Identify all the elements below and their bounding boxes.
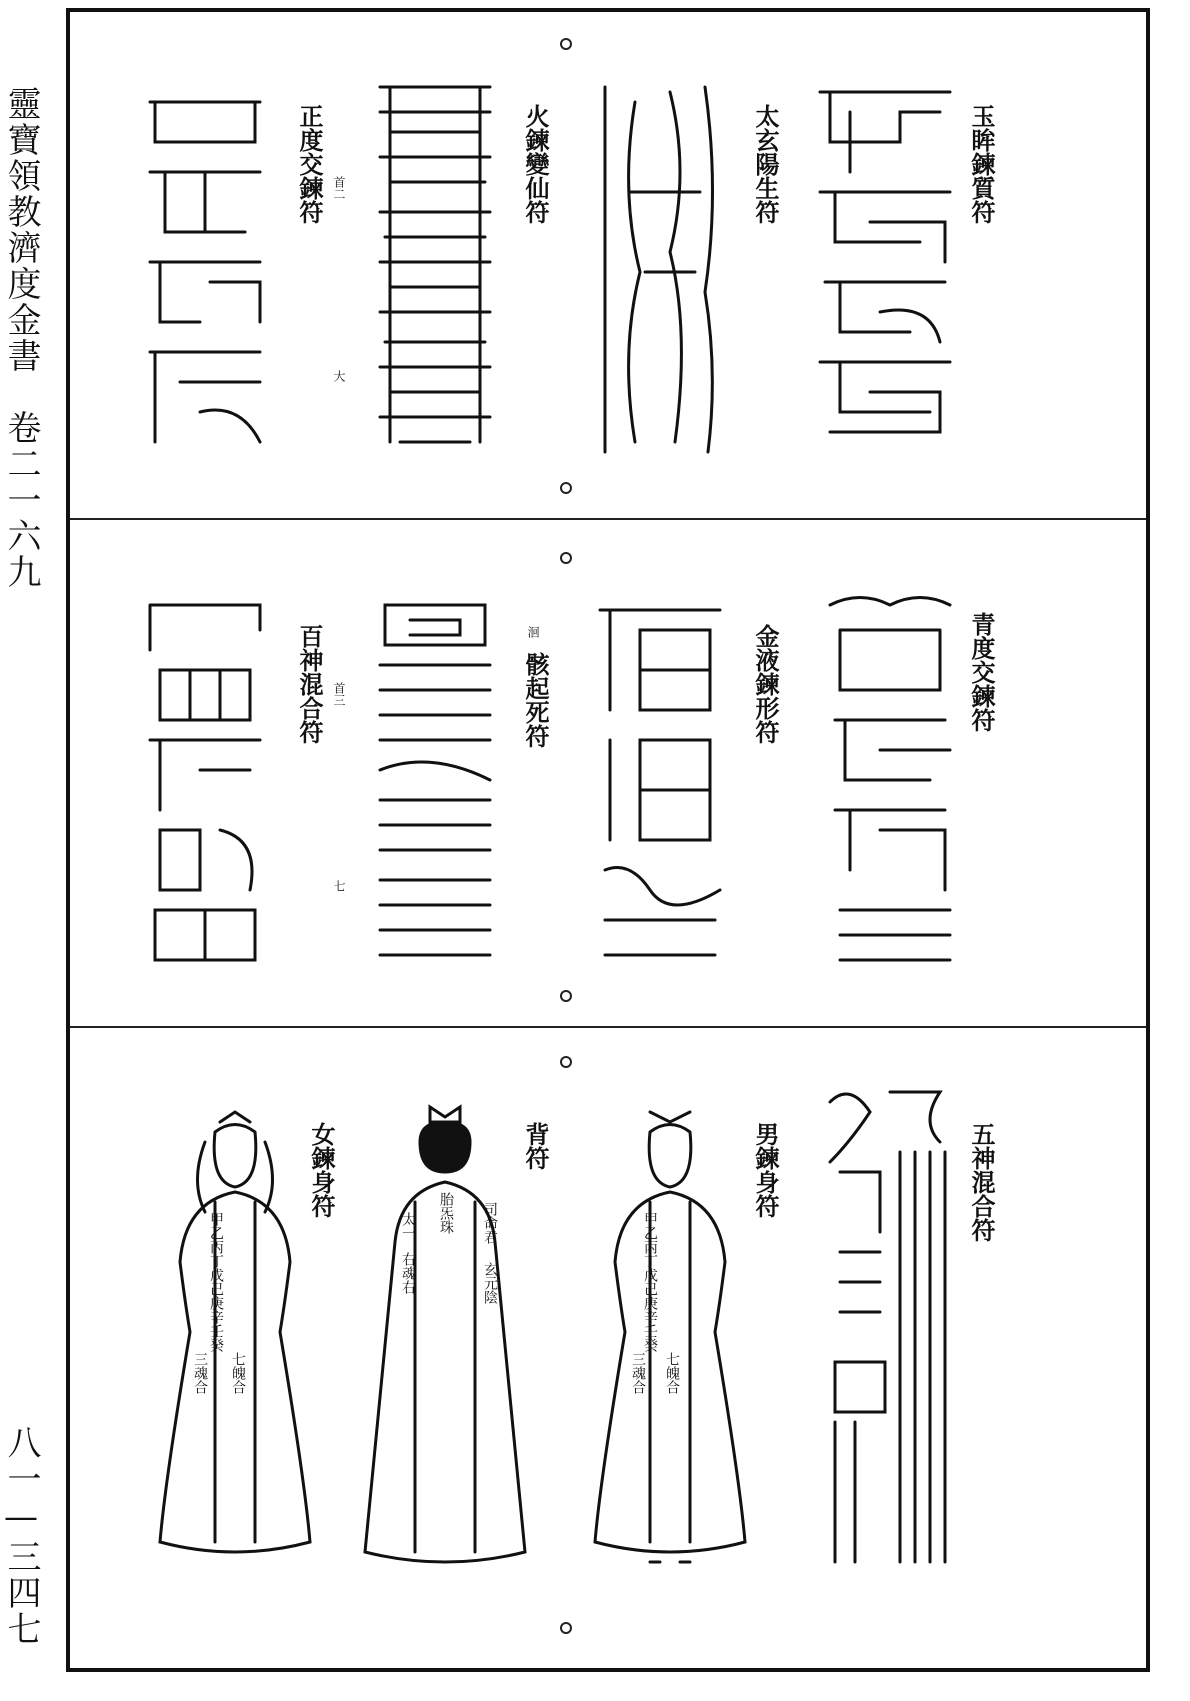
talisman-glyph bbox=[810, 72, 960, 452]
talisman-glyph bbox=[370, 72, 500, 462]
talisman-glyph bbox=[590, 72, 730, 462]
talisman-label: 火鍊變仙符 bbox=[521, 104, 550, 224]
talisman-note: 首三 bbox=[332, 682, 346, 706]
circle-mark bbox=[560, 1056, 572, 1068]
female-figure-center-text: 甲乙丙丁戊己庚辛壬癸 bbox=[208, 1212, 224, 1352]
male-figure-center-text: 甲乙丙丁戊己庚辛壬癸 bbox=[642, 1212, 658, 1352]
talisman-label: 正度交鍊符 bbox=[295, 104, 324, 224]
circle-mark bbox=[560, 1622, 572, 1634]
talisman-glyph bbox=[370, 590, 500, 970]
back-figure-side-text: 右魂右 bbox=[400, 1252, 416, 1294]
male-figure-side-text: 七魄合 bbox=[664, 1352, 680, 1394]
female-figure-side-text: 三魂合 bbox=[192, 1352, 208, 1394]
back-figure-side-text: 太一 bbox=[400, 1212, 416, 1240]
talisman-glyph bbox=[590, 590, 730, 970]
talisman-label: 背符 bbox=[521, 1122, 550, 1170]
talisman-label: 百神混合符 bbox=[295, 624, 324, 744]
talisman-glyph bbox=[820, 1082, 950, 1572]
talisman-glyph bbox=[140, 82, 270, 462]
page-number-margin: 八一—三四七 bbox=[1, 1425, 41, 1647]
talisman-label: 太玄陽生符 bbox=[751, 104, 780, 224]
talisman-glyph bbox=[820, 590, 960, 970]
talisman-label: 五神混合符 bbox=[967, 1122, 996, 1242]
back-figure-side-text: 司命君 bbox=[482, 1202, 498, 1244]
talisman-note: 七 bbox=[332, 880, 346, 892]
book-title-margin: 靈寶領教濟度金書 卷二一六九 bbox=[1, 86, 41, 590]
talisman-note: 首二 bbox=[332, 176, 346, 200]
page-frame bbox=[66, 8, 1150, 1672]
talisman-label: 骸起死符 bbox=[521, 652, 550, 748]
talisman-label: 金液鍊形符 bbox=[751, 624, 780, 744]
back-figure bbox=[360, 1102, 530, 1582]
back-figure-side-text: 玄元陰 bbox=[482, 1262, 498, 1304]
talisman-glyph bbox=[140, 590, 270, 970]
circle-mark bbox=[560, 482, 572, 494]
circle-mark bbox=[560, 38, 572, 50]
circle-mark bbox=[560, 552, 572, 564]
talisman-note: 大 bbox=[332, 370, 346, 382]
talisman-label: 青度交鍊符 bbox=[967, 612, 996, 732]
male-figure-side-text: 三魂合 bbox=[630, 1352, 646, 1394]
panel-divider-2 bbox=[70, 1026, 1146, 1028]
female-figure-side-text: 七魄合 bbox=[230, 1352, 246, 1394]
male-figure bbox=[590, 1102, 750, 1582]
circle-mark bbox=[560, 990, 572, 1002]
female-figure bbox=[150, 1102, 320, 1582]
talisman-note: 洄 bbox=[526, 626, 540, 638]
back-figure-center-text: 胎炁珠 bbox=[438, 1192, 454, 1234]
talisman-label: 女鍊身符 bbox=[307, 1122, 336, 1218]
talisman-label: 男鍊身符 bbox=[751, 1122, 780, 1218]
panel-divider-1 bbox=[70, 518, 1146, 520]
talisman-label: 玉眸鍊質符 bbox=[967, 104, 996, 224]
